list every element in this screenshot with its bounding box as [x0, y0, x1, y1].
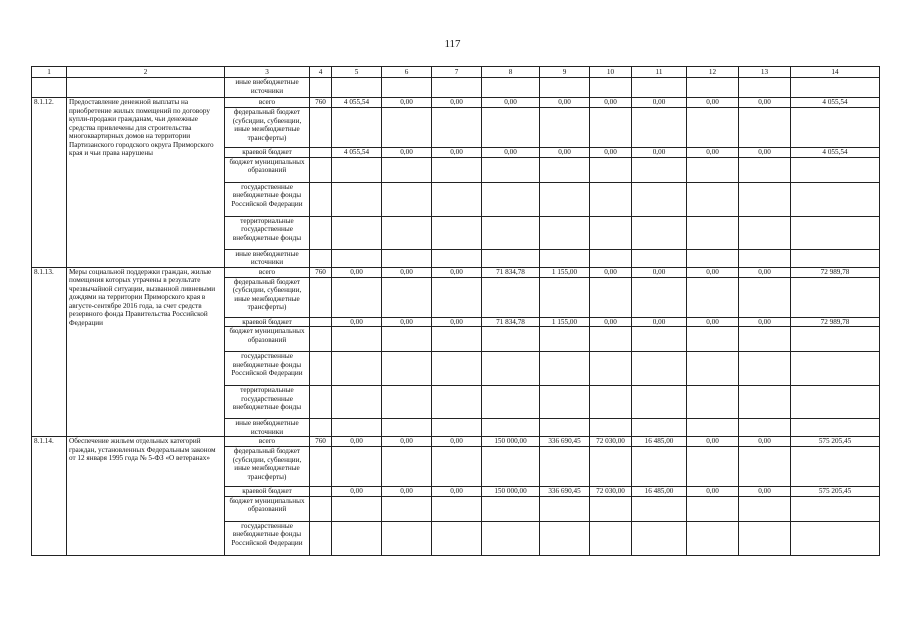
source-label: краевой бюджет: [225, 487, 310, 497]
source-label: территориальные государственные внебюджетные фонды: [225, 386, 310, 419]
blank-cell: [739, 352, 791, 386]
header-cell: 5: [332, 67, 382, 78]
blank-cell: [382, 157, 432, 182]
blank-cell: [432, 352, 482, 386]
value-cell: 0,00: [432, 437, 482, 447]
value-cell: 0,00: [687, 267, 739, 277]
value-cell: 0,00: [382, 487, 432, 497]
blank-cell: [332, 182, 382, 216]
value-cell: 0,00: [687, 98, 739, 108]
value-cell: 0,00: [590, 98, 632, 108]
value-cell: 0,00: [432, 487, 482, 497]
blank-cell: [739, 419, 791, 437]
value-cell: 4 055,54: [791, 98, 880, 108]
blank-cell: [432, 182, 482, 216]
blank-cell: [310, 447, 332, 487]
value-cell: 0,00: [687, 487, 739, 497]
code-cell: 760: [310, 98, 332, 108]
value-cell: 0,00: [382, 98, 432, 108]
value-cell: 336 690,45: [540, 487, 590, 497]
blank-cell: [632, 182, 687, 216]
blank-cell: [432, 108, 482, 148]
value-cell: 0,00: [739, 437, 791, 447]
blank-cell: [791, 249, 880, 267]
blank-cell: [739, 78, 791, 98]
header-cell: 6: [382, 67, 432, 78]
blank-cell: [382, 78, 432, 98]
blank-cell: [590, 521, 632, 555]
blank-cell: [332, 108, 382, 148]
blank-cell: [687, 277, 739, 317]
value-cell: 575 205,45: [791, 487, 880, 497]
blank-cell: [332, 352, 382, 386]
value-cell: 0,00: [687, 437, 739, 447]
blank-cell: [632, 447, 687, 487]
blank-cell: [332, 327, 382, 352]
value-cell: 0,00: [739, 267, 791, 277]
header-row: [32, 67, 880, 78]
value-cell: 1 155,00: [540, 317, 590, 327]
blank-cell: [590, 216, 632, 249]
source-label: краевой бюджет: [225, 148, 310, 158]
blank-cell: [310, 216, 332, 249]
section-name: Меры социальной поддержки граждан, жилые помещения которых утрачены в результате чрезвычайной ситуации, вызванной ливневыми дождями на территории Приморского края в августе-сентябре 2016 года, за счет средств резервного фонда Правительства Российской Федерации: [67, 267, 225, 437]
blank-cell: [687, 352, 739, 386]
blank-cell: [382, 277, 432, 317]
source-label: иные внебюджетные источники: [225, 249, 310, 267]
blank-cell: [482, 419, 540, 437]
blank-cell: [382, 352, 432, 386]
value-cell: 16 485,00: [632, 487, 687, 497]
budget-table: [31, 66, 880, 556]
code-cell: 760: [310, 267, 332, 277]
value-cell: 0,00: [590, 267, 632, 277]
blank-cell: [687, 521, 739, 555]
page-number: 117: [444, 38, 461, 50]
blank-cell: [590, 277, 632, 317]
value-cell: 0,00: [632, 317, 687, 327]
source-label: краевой бюджет: [225, 317, 310, 327]
value-cell: 0,00: [382, 267, 432, 277]
blank-cell: [632, 108, 687, 148]
source-label: бюджет муниципальных образований: [225, 157, 310, 182]
value-cell: 1 155,00: [540, 267, 590, 277]
blank-cell: [310, 157, 332, 182]
blank-cell: [540, 419, 590, 437]
header-cell: 8: [482, 67, 540, 78]
blank-cell: [632, 216, 687, 249]
blank-cell: [739, 447, 791, 487]
blank-cell: [482, 216, 540, 249]
source-label: федеральный бюджет (субсидии, субвенции, иные межбюджетные трансферты): [225, 277, 310, 317]
value-cell: 0,00: [632, 267, 687, 277]
blank-cell: [632, 78, 687, 98]
header-cell: 11: [632, 67, 687, 78]
blank-cell: [310, 317, 332, 327]
blank-cell: [739, 327, 791, 352]
blank-cell: [590, 249, 632, 267]
blank-cell: [687, 216, 739, 249]
blank-cell: [739, 108, 791, 148]
blank-cell: [687, 386, 739, 419]
blank-cell: [332, 78, 382, 98]
blank-cell: [382, 216, 432, 249]
value-cell: 71 834,78: [482, 267, 540, 277]
value-cell: 336 690,45: [540, 437, 590, 447]
blank-cell: [791, 496, 880, 521]
source-label: федеральный бюджет (субсидии, субвенции, иные межбюджетные трансферты): [225, 108, 310, 148]
blank-cell: [590, 496, 632, 521]
section-name: Обеспечение жильем отдельных категорий граждан, установленных Федеральным законом от 12 января 1995 года № 5-ФЗ «О ветеранах»: [67, 437, 225, 556]
blank-cell: [332, 521, 382, 555]
blank-cell: [791, 157, 880, 182]
blank-cell: [739, 386, 791, 419]
value-cell: 4 055,54: [791, 148, 880, 158]
blank-cell: [590, 447, 632, 487]
blank-cell: [540, 386, 590, 419]
section-code: 8.1.12.: [32, 98, 67, 268]
value-cell: 0,00: [739, 317, 791, 327]
source-label: иные внебюджетные источники: [225, 419, 310, 437]
table-row: [32, 267, 880, 277]
blank-cell: [382, 249, 432, 267]
section-code: 8.1.13.: [32, 267, 67, 437]
blank-cell: [632, 386, 687, 419]
blank-cell: [687, 108, 739, 148]
blank-cell: [739, 182, 791, 216]
value-cell: 0,00: [687, 317, 739, 327]
blank-cell: [687, 447, 739, 487]
blank-cell: [632, 327, 687, 352]
value-cell: 150 000,00: [482, 487, 540, 497]
blank-cell: [432, 78, 482, 98]
blank-cell: [739, 157, 791, 182]
blank-cell: [590, 108, 632, 148]
header-cell: 13: [739, 67, 791, 78]
blank-cell: [382, 521, 432, 555]
value-cell: 0,00: [739, 487, 791, 497]
header-cell: 3: [225, 67, 310, 78]
blank-cell: [382, 108, 432, 148]
blank-cell: [687, 249, 739, 267]
header-cell: 12: [687, 67, 739, 78]
blank-cell: [739, 216, 791, 249]
value-cell: 16 485,00: [632, 437, 687, 447]
value-cell: 72 030,00: [590, 487, 632, 497]
value-cell: 0,00: [332, 317, 382, 327]
source-label: всего: [225, 267, 310, 277]
blank-cell: [791, 277, 880, 317]
blank-cell: [687, 157, 739, 182]
value-cell: 0,00: [632, 148, 687, 158]
blank-cell: [67, 78, 225, 98]
blank-cell: [791, 327, 880, 352]
blank-cell: [382, 419, 432, 437]
section-code: 8.1.14.: [32, 437, 67, 556]
blank-cell: [310, 352, 332, 386]
blank-cell: [310, 496, 332, 521]
blank-cell: [310, 327, 332, 352]
value-cell: 575 205,45: [791, 437, 880, 447]
blank-cell: [482, 78, 540, 98]
value-cell: 0,00: [432, 267, 482, 277]
value-cell: 0,00: [739, 148, 791, 158]
value-cell: 72 989,78: [791, 317, 880, 327]
blank-cell: [432, 327, 482, 352]
blank-cell: [482, 108, 540, 148]
blank-cell: [540, 182, 590, 216]
blank-cell: [540, 277, 590, 317]
source-label: бюджет муниципальных образований: [225, 496, 310, 521]
value-cell: 4 055,54: [332, 148, 382, 158]
blank-cell: [332, 249, 382, 267]
source-label: иные внебюджетные источники: [225, 78, 310, 98]
blank-cell: [382, 182, 432, 216]
blank-cell: [687, 78, 739, 98]
blank-cell: [632, 277, 687, 317]
blank-cell: [482, 352, 540, 386]
blank-cell: [590, 157, 632, 182]
source-label: федеральный бюджет (субсидии, субвенции, иные межбюджетные трансферты): [225, 447, 310, 487]
value-cell: 0,00: [332, 487, 382, 497]
blank-cell: [332, 157, 382, 182]
section-name: Предоставление денежной выплаты на приобретение жилых помещений по договору купли-продажи гражданам, чьи денежные средства привлечены для строительства многоквартирных домов на территории Партизанского городского округа Приморского края и чьи права нарушены: [67, 98, 225, 268]
value-cell: 0,00: [432, 317, 482, 327]
blank-cell: [310, 108, 332, 148]
header-cell: 1: [32, 67, 67, 78]
blank-cell: [540, 78, 590, 98]
value-cell: 0,00: [332, 267, 382, 277]
header-cell: 2: [67, 67, 225, 78]
blank-cell: [632, 496, 687, 521]
blank-cell: [540, 447, 590, 487]
blank-cell: [791, 386, 880, 419]
header-cell: 4: [310, 67, 332, 78]
blank-cell: [432, 496, 482, 521]
blank-cell: [310, 182, 332, 216]
blank-cell: [382, 386, 432, 419]
source-label: территориальные государственные внебюджетные фонды: [225, 216, 310, 249]
blank-cell: [310, 277, 332, 317]
value-cell: 0,00: [482, 98, 540, 108]
blank-cell: [540, 521, 590, 555]
blank-cell: [739, 249, 791, 267]
blank-cell: [540, 108, 590, 148]
blank-cell: [687, 327, 739, 352]
code-cell: 760: [310, 437, 332, 447]
source-label: государственные внебюджетные фонды Российской Федерации: [225, 182, 310, 216]
blank-cell: [382, 447, 432, 487]
value-cell: 0,00: [382, 437, 432, 447]
value-cell: 0,00: [482, 148, 540, 158]
blank-cell: [739, 277, 791, 317]
blank-cell: [482, 182, 540, 216]
blank-cell: [310, 419, 332, 437]
blank-cell: [332, 216, 382, 249]
blank-cell: [432, 249, 482, 267]
source-label: бюджет муниципальных образований: [225, 327, 310, 352]
blank-cell: [310, 78, 332, 98]
blank-cell: [590, 352, 632, 386]
blank-cell: [632, 419, 687, 437]
blank-cell: [791, 521, 880, 555]
blank-cell: [540, 352, 590, 386]
blank-cell: [590, 419, 632, 437]
continuation-row: [32, 78, 880, 98]
blank-cell: [739, 521, 791, 555]
blank-cell: [590, 78, 632, 98]
value-cell: 0,00: [432, 148, 482, 158]
blank-cell: [332, 277, 382, 317]
blank-cell: [432, 157, 482, 182]
blank-cell: [590, 386, 632, 419]
blank-cell: [432, 447, 482, 487]
blank-cell: [332, 386, 382, 419]
source-label: всего: [225, 437, 310, 447]
header-cell: 7: [432, 67, 482, 78]
blank-cell: [482, 249, 540, 267]
blank-cell: [310, 487, 332, 497]
blank-cell: [482, 327, 540, 352]
blank-cell: [310, 521, 332, 555]
blank-cell: [482, 386, 540, 419]
blank-cell: [482, 521, 540, 555]
value-cell: 0,00: [590, 148, 632, 158]
value-cell: 0,00: [332, 437, 382, 447]
header-cell: 10: [590, 67, 632, 78]
value-cell: 0,00: [632, 98, 687, 108]
blank-cell: [432, 277, 482, 317]
blank-cell: [791, 108, 880, 148]
blank-cell: [687, 496, 739, 521]
value-cell: 0,00: [739, 98, 791, 108]
blank-cell: [791, 182, 880, 216]
value-cell: 0,00: [432, 98, 482, 108]
blank-cell: [382, 327, 432, 352]
blank-cell: [540, 327, 590, 352]
value-cell: 0,00: [540, 98, 590, 108]
value-cell: 0,00: [590, 317, 632, 327]
source-label: государственные внебюджетные фонды Российской Федерации: [225, 352, 310, 386]
blank-cell: [791, 352, 880, 386]
blank-cell: [590, 327, 632, 352]
blank-cell: [791, 78, 880, 98]
value-cell: 71 834,78: [482, 317, 540, 327]
source-label: государственные внебюджетные фонды Российской Федерации: [225, 521, 310, 555]
blank-cell: [791, 216, 880, 249]
blank-cell: [540, 216, 590, 249]
blank-cell: [482, 496, 540, 521]
blank-cell: [791, 447, 880, 487]
value-cell: 150 000,00: [482, 437, 540, 447]
blank-cell: [432, 521, 482, 555]
blank-cell: [32, 78, 67, 98]
blank-cell: [632, 249, 687, 267]
blank-cell: [310, 148, 332, 158]
value-cell: 0,00: [540, 148, 590, 158]
blank-cell: [540, 157, 590, 182]
blank-cell: [382, 496, 432, 521]
blank-cell: [632, 157, 687, 182]
value-cell: 0,00: [382, 317, 432, 327]
blank-cell: [310, 386, 332, 419]
table-row: [32, 437, 880, 447]
value-cell: 0,00: [382, 148, 432, 158]
value-cell: 0,00: [687, 148, 739, 158]
value-cell: 72 989,78: [791, 267, 880, 277]
blank-cell: [432, 216, 482, 249]
blank-cell: [791, 419, 880, 437]
blank-cell: [540, 249, 590, 267]
value-cell: 4 055,54: [332, 98, 382, 108]
header-cell: 14: [791, 67, 880, 78]
blank-cell: [432, 419, 482, 437]
blank-cell: [332, 496, 382, 521]
blank-cell: [739, 496, 791, 521]
blank-cell: [482, 277, 540, 317]
blank-cell: [310, 249, 332, 267]
blank-cell: [632, 352, 687, 386]
source-label: всего: [225, 98, 310, 108]
blank-cell: [482, 157, 540, 182]
blank-cell: [687, 419, 739, 437]
blank-cell: [482, 447, 540, 487]
blank-cell: [687, 182, 739, 216]
table-row: [32, 98, 880, 108]
blank-cell: [332, 447, 382, 487]
header-cell: 9: [540, 67, 590, 78]
blank-cell: [590, 182, 632, 216]
blank-cell: [632, 521, 687, 555]
value-cell: 72 030,00: [590, 437, 632, 447]
blank-cell: [332, 419, 382, 437]
blank-cell: [540, 496, 590, 521]
blank-cell: [432, 386, 482, 419]
